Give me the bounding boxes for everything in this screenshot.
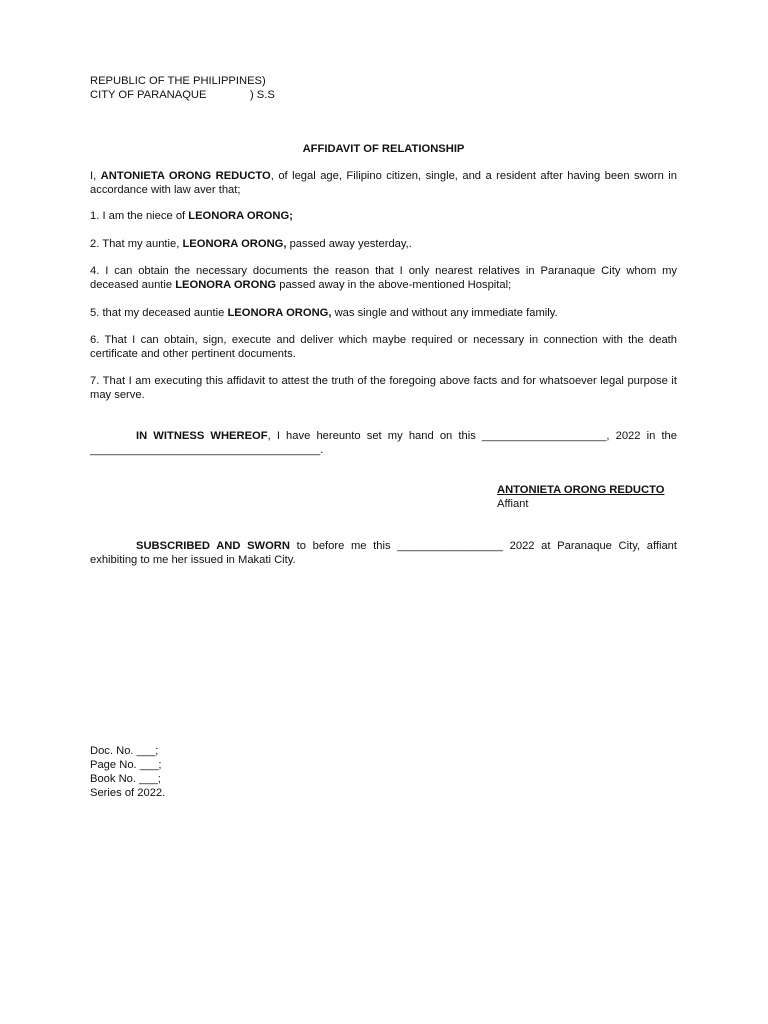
item-4-text: passed away in the above-mentioned Hospital; [276, 279, 512, 291]
venue-country: REPUBLIC OF THE PHILIPPINES) [90, 75, 266, 87]
affiant-signature-name: ANTONIETA ORONG REDUCTO [497, 484, 665, 496]
item-1 [90, 209, 677, 223]
item-5-prefix: 5. that my deceased auntie [90, 307, 228, 319]
signature-block [497, 483, 697, 511]
item-4-prefix: 4. I can obtain the necessary documents the reason that I only nearest relatives in Paranaque City whom my deceased auntie [90, 265, 677, 291]
venue-header [90, 74, 490, 102]
item-1-name: LEONORA ORONG; [188, 210, 293, 222]
item-1-text: 1. I am the niece of [90, 210, 189, 222]
subscribed-paragraph [90, 539, 677, 567]
book-number: Book No. ___; [90, 773, 161, 785]
affiant-name-inline: ANTONIETA ORONG REDUCTO [100, 170, 271, 182]
intro-prefix: I, [90, 170, 101, 182]
series-year: Series of 2022. [90, 787, 166, 799]
venue-city: CITY OF PARANAQUE ) S.S [90, 89, 275, 101]
witness-paragraph [90, 429, 677, 457]
doc-number: Doc. No. ___; [90, 745, 159, 757]
item-5-name: LEONORA ORONG, [227, 307, 332, 319]
title-text: AFFIDAVIT OF RELATIONSHIP [302, 143, 465, 155]
notary-details [90, 744, 290, 800]
item-5 [90, 306, 677, 320]
item-2-text: passed away yesterday,. [286, 238, 412, 250]
affiant-label: Affiant [497, 498, 529, 510]
page-number: Page No. ___; [90, 759, 162, 771]
item-2 [90, 237, 677, 251]
item-5-text: was single and without any immediate family. [331, 307, 558, 319]
witness-bold: IN WITNESS WHEREOF [136, 430, 268, 442]
intro-paragraph [90, 169, 677, 197]
item-4 [90, 264, 677, 292]
item-2-name: LEONORA ORONG, [182, 238, 287, 250]
intro-text: , of legal age, Filipino citizen, single, and a resident after having been sworn in accordance with law aver that; [90, 170, 677, 196]
item-4-name: LEONORA ORONG [175, 279, 277, 291]
item-2-prefix: 2. That my auntie, [90, 238, 183, 250]
document-title [90, 142, 677, 156]
subscribed-text: to before me this _________________ 2022 at Paranaque City, affiant exhibiting to me her issued in Makati City. [90, 540, 677, 566]
witness-text: , I have hereunto set my hand on this ____________________, 2022 in the _____________________________________. [90, 430, 677, 456]
item-7: 7. That I am executing this affidavit to attest the truth of the foregoing above facts and for whatsoever legal purpose it may serve. [90, 375, 677, 401]
item-6: 6. That I can obtain, sign, execute and deliver which maybe required or necessary in connection with the death certificate and other pertinent documents. [90, 334, 677, 360]
subscribed-bold: SUBSCRIBED AND SWORN [136, 540, 290, 552]
